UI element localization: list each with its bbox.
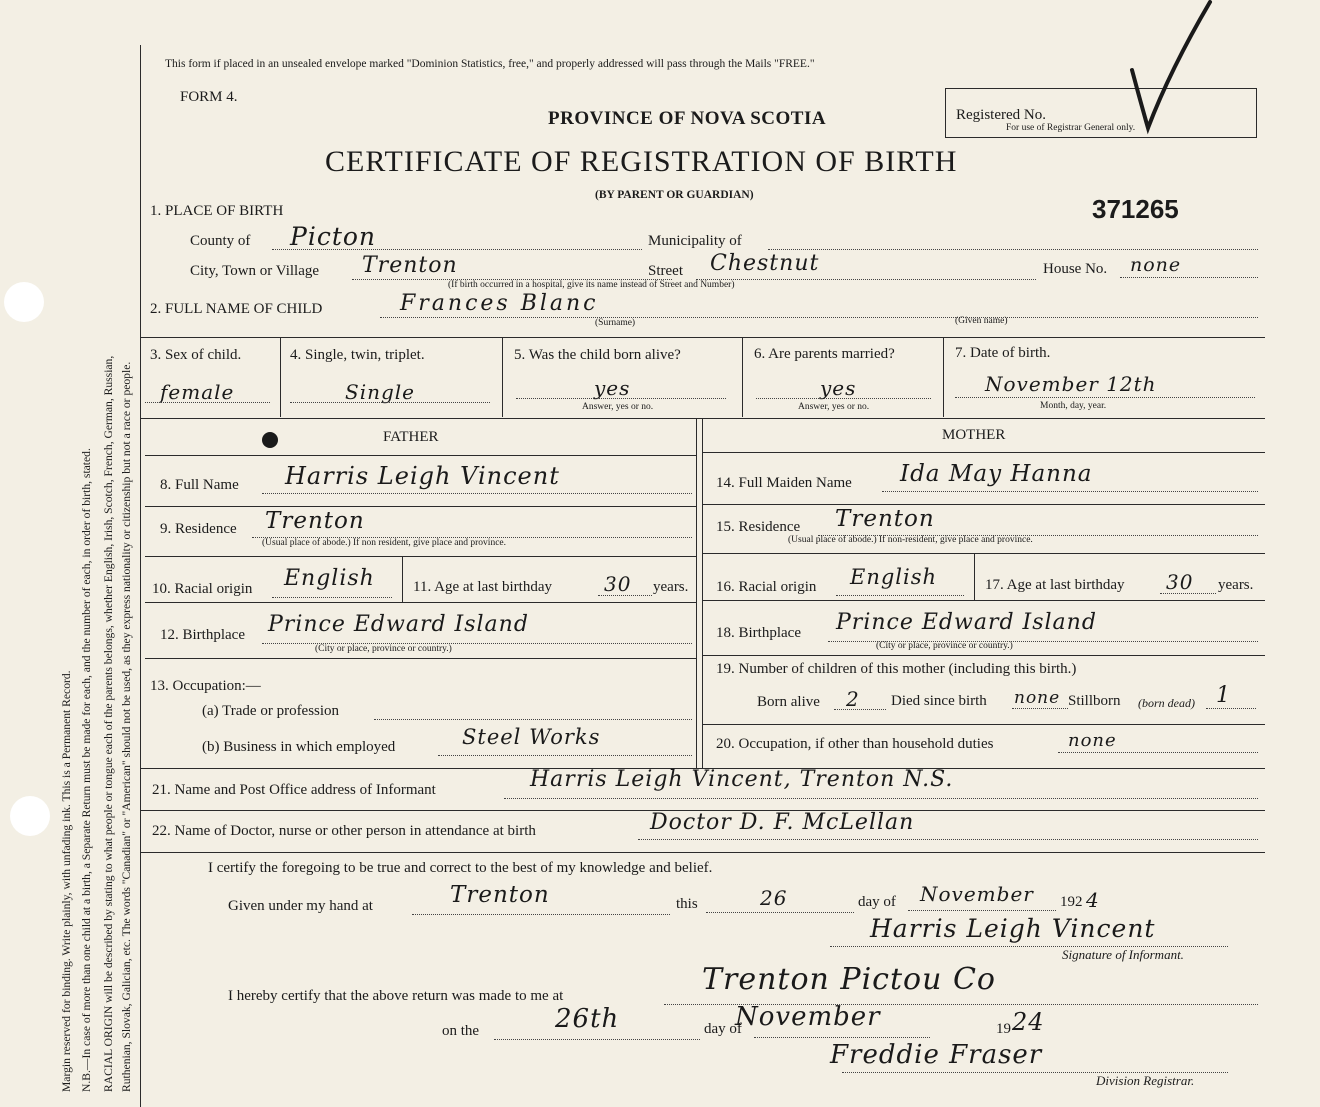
- parents-divider-right: [702, 418, 703, 768]
- mother-birthplace-label: 18. Birthplace: [716, 625, 801, 641]
- father-trade-line: [374, 719, 692, 720]
- house-line: [1120, 277, 1258, 278]
- this-label: this: [676, 896, 698, 912]
- mother-divider-18: [702, 600, 1265, 601]
- dob-label: 7. Date of birth.: [955, 345, 1051, 361]
- mother-name-value: Ida May Hanna: [900, 461, 1093, 487]
- child-name-value: Frances Blanc: [400, 291, 599, 316]
- father-col-10-11: [402, 556, 403, 602]
- mother-heading-underline: [702, 452, 1265, 453]
- certify-statement: I certify the foregoing to be true and correct to the best of my knowledge and belief.: [208, 860, 713, 876]
- cert-day-value: 26: [760, 886, 788, 910]
- registered-note: For use of Registrar General only.: [1006, 123, 1136, 133]
- col-divider-6-7: [943, 337, 944, 417]
- stillborn-note: (born dead): [1138, 696, 1195, 710]
- certificate-title: CERTIFICATE OF REGISTRATION OF BIRTH: [325, 145, 958, 178]
- father-name-label: 8. Full Name: [160, 477, 239, 493]
- registrar-month-value: November: [735, 1002, 881, 1032]
- father-name-value: Harris Leigh Vincent: [285, 462, 560, 490]
- father-occupation-label: 13. Occupation:—: [150, 678, 261, 694]
- hospital-note: (If birth occurred in a hospital, give its name instead of Street and Number): [448, 280, 735, 290]
- mother-racial-value: English: [850, 565, 938, 589]
- mother-residence-label: 15. Residence: [716, 519, 801, 535]
- father-birthplace-note: (City or place, province or country.): [315, 644, 452, 654]
- father-residence-value: Trenton: [265, 508, 365, 534]
- informant-signature-label: Signature of Informant.: [1062, 947, 1184, 962]
- mother-heading: MOTHER: [942, 427, 1006, 443]
- died-since-birth-label: Died since birth: [891, 693, 987, 709]
- mail-notice: This form if placed in an unsealed envelope marked "Dominion Statistics, free," and properly addressed will pass through the Mails "FREE.": [165, 58, 815, 70]
- surname-note: (Surname): [595, 318, 636, 328]
- given-place-line: [412, 914, 670, 915]
- born-alive-count-label: Born alive: [757, 694, 820, 710]
- house-value: none: [1130, 254, 1182, 276]
- form-number: FORM 4.: [180, 89, 238, 105]
- binding-hole-top: [4, 282, 44, 322]
- mother-divider-16: [702, 553, 1265, 554]
- dob-line: [955, 397, 1255, 398]
- registrar-year-prefix: 19: [996, 1021, 1011, 1037]
- father-years-label: years.: [653, 579, 689, 595]
- father-racial-line: [272, 597, 392, 598]
- born-alive-answer-note: Answer, yes or no.: [582, 402, 654, 412]
- cert-month-line: [908, 910, 1056, 911]
- registrar-signature: Freddie Fraser: [830, 1040, 1043, 1070]
- certificate-subtitle: (BY PARENT OR GUARDIAN): [595, 189, 754, 201]
- father-age-value: 30: [604, 572, 632, 596]
- child-name-line: [380, 317, 1258, 318]
- father-birthplace-label: 12. Birthplace: [160, 627, 245, 643]
- house-label: House No.: [1043, 261, 1108, 277]
- stillborn-line: [1206, 708, 1256, 709]
- mother-birthplace-value: Prince Edward Island: [836, 610, 1097, 635]
- stillborn-label: Stillborn: [1068, 693, 1121, 709]
- given-place-value: Trenton: [450, 882, 550, 908]
- father-divider-9: [145, 506, 696, 507]
- cert-day-line: [706, 912, 854, 913]
- registrar-title: Division Registrar.: [1096, 1073, 1195, 1088]
- mother-age-label: 17. Age at last birthday: [985, 577, 1125, 593]
- street-label: Street: [648, 263, 683, 279]
- died-since-birth-line: [1012, 708, 1068, 709]
- street-line: [696, 279, 1036, 280]
- place-of-birth-label: 1. PLACE OF BIRTH: [150, 203, 284, 219]
- registrar-day-line: [494, 1039, 700, 1040]
- cert-day-of-label: day of: [858, 894, 896, 910]
- father-residence-note: (Usual place of abode.) If non resident, give place and province.: [262, 538, 506, 548]
- mother-children-label: 19. Number of children of this mother (including this birth.): [716, 661, 1077, 677]
- margin-racial-origin-note-cont: Ruthenian, Slovak, Galician, etc. The words "Canadian" or "American" should not be used, as they express nationality or citizenship but not a race or people.: [120, 361, 133, 1092]
- registrar-day-value: 26th: [555, 1004, 620, 1034]
- father-age-label: 11. Age at last birthday: [413, 579, 552, 595]
- father-divider-12: [145, 602, 696, 603]
- city-value: Trenton: [362, 253, 458, 278]
- father-heading-underline: [145, 455, 696, 456]
- doctor-label: 22. Name of Doctor, nurse or other person in attendance at birth: [152, 823, 536, 839]
- informant-value: Harris Leigh Vincent, Trenton N.S.: [530, 767, 954, 792]
- margin-racial-origin-note: RACIAL ORIGIN will be described by stating to what people or tongue each of the parents belongs, whether English, Irish, Scotch, French, German, Russian,: [102, 355, 115, 1092]
- plurality-label: 4. Single, twin, triplet.: [290, 347, 425, 363]
- mother-residence-note: (Usual place of abode.) If non-resident, give place and province.: [788, 535, 1033, 545]
- mother-racial-line: [836, 595, 964, 596]
- col-divider-5-6: [742, 337, 743, 417]
- father-divider-10: [145, 556, 696, 557]
- father-business-label: (b) Business in which employed: [202, 739, 396, 755]
- parents-married-answer-note: Answer, yes or no.: [798, 402, 870, 412]
- cert-month-value: November: [920, 882, 1034, 906]
- registrar-year-value: 24: [1012, 1008, 1045, 1036]
- cert-year-value: 4: [1086, 888, 1100, 912]
- divider-certification: [140, 852, 1265, 853]
- born-alive-count-value: 2: [846, 687, 860, 711]
- born-alive-count-line: [834, 709, 886, 710]
- father-heading: FATHER: [383, 429, 439, 445]
- city-label: City, Town or Village: [190, 263, 320, 279]
- informant-line: [504, 798, 1258, 799]
- divider-row-3: [140, 337, 1265, 338]
- registrar-month-line: [754, 1037, 930, 1038]
- mother-occupation-line: [1058, 752, 1258, 753]
- sex-label: 3. Sex of child.: [150, 347, 242, 363]
- province-title: PROVINCE OF NOVA SCOTIA: [548, 108, 827, 129]
- father-divider-13: [145, 658, 696, 659]
- mother-years-label: years.: [1218, 577, 1254, 593]
- born-alive-line: [516, 398, 726, 399]
- father-name-line: [262, 493, 692, 494]
- informant-label: 21. Name and Post Office address of Informant: [152, 782, 436, 798]
- dob-note: Month, day, year.: [1040, 401, 1107, 411]
- born-alive-value: yes: [594, 376, 631, 400]
- registrar-on-label: on the: [442, 1023, 480, 1039]
- col-divider-4-5: [502, 337, 503, 417]
- father-residence-label: 9. Residence: [160, 521, 237, 537]
- mother-occupation-label: 20. Occupation, if other than household duties: [716, 736, 994, 752]
- informant-signature: Harris Leigh Vincent: [870, 914, 1156, 943]
- margin-multiple-birth-note: N.B.—In case of more than one child at a birth, a Separate Return must be made for each, and the number of each, in order of birth, stated.: [80, 448, 93, 1092]
- mother-divider-20: [702, 724, 1265, 725]
- checkmark: [1110, 0, 1220, 140]
- stillborn-value: 1: [1216, 683, 1231, 708]
- cert-year-prefix: 192: [1060, 894, 1083, 910]
- doctor-line: [638, 839, 1258, 840]
- ink-speck: [262, 432, 278, 448]
- sex-line: [145, 402, 270, 403]
- father-business-value: Steel Works: [462, 725, 601, 749]
- county-value: Picton: [290, 222, 377, 251]
- municipality-label: Municipality of: [648, 233, 742, 249]
- registered-label: Registered No.: [956, 107, 1046, 123]
- serial-number: 371265: [1092, 194, 1179, 224]
- plurality-value: Single: [345, 380, 416, 404]
- father-birthplace-value: Prince Edward Island: [268, 612, 529, 637]
- mother-col-16-17: [974, 553, 975, 600]
- born-alive-label: 5. Was the child born alive?: [514, 347, 681, 363]
- mother-divider-19: [702, 655, 1265, 656]
- col-divider-3-4: [280, 337, 281, 417]
- father-racial-label: 10. Racial origin: [152, 581, 253, 597]
- dob-value: November 12th: [985, 372, 1157, 396]
- parents-married-label: 6. Are parents married?: [754, 346, 895, 362]
- mother-residence-value: Trenton: [835, 506, 935, 532]
- mother-occupation-value: none: [1068, 730, 1117, 751]
- doctor-value: Doctor D. F. McLellan: [650, 810, 915, 835]
- father-business-line: [438, 755, 692, 756]
- child-name-label: 2. FULL NAME OF CHILD: [150, 301, 323, 317]
- sex-value: female: [160, 380, 235, 404]
- county-label: County of: [190, 233, 251, 249]
- mother-name-label: 14. Full Maiden Name: [716, 475, 852, 491]
- registrar-day-of-label: day of: [704, 1021, 742, 1037]
- binding-hole-bottom: [10, 796, 50, 836]
- mother-divider-15: [702, 504, 1265, 505]
- municipality-line: [768, 249, 1258, 250]
- parents-married-value: yes: [820, 376, 857, 400]
- given-name-note: (Given name): [955, 316, 1008, 326]
- given-under-label: Given under my hand at: [228, 898, 373, 914]
- plurality-line: [290, 402, 490, 403]
- father-trade-label: (a) Trade or profession: [202, 703, 340, 719]
- parents-divider-left: [696, 418, 697, 768]
- father-racial-value: English: [284, 566, 375, 591]
- mother-age-value: 30: [1166, 570, 1194, 594]
- street-value: Chestnut: [710, 251, 820, 276]
- registrar-statement: I hereby certify that the above return was made to me at: [228, 988, 564, 1004]
- left-border: [140, 45, 141, 1107]
- margin-binding-note: Margin reserved for binding. Write plainly, with unfading ink. This is a Permanent Record.: [60, 670, 73, 1092]
- registrar-place-value: Trenton Pictou Co: [702, 962, 996, 997]
- parents-married-line: [756, 398, 931, 399]
- died-since-birth-value: none: [1014, 688, 1061, 708]
- mother-racial-label: 16. Racial origin: [716, 579, 817, 595]
- mother-birthplace-note: (City or place, province or country.): [876, 641, 1013, 651]
- mother-name-line: [882, 491, 1258, 492]
